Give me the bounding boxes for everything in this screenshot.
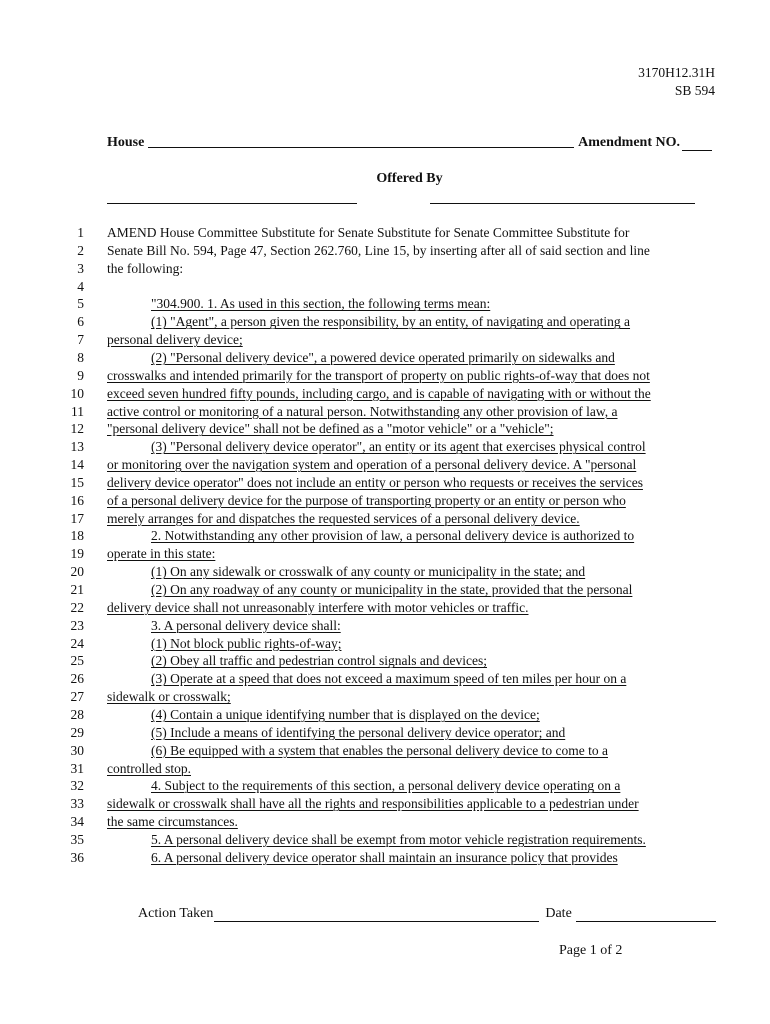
amendment-label: Amendment NO. [578, 135, 680, 150]
document-id [638, 64, 715, 100]
house-label: House [107, 135, 145, 150]
line-text: 4. Subject to the requirements of this section, a personal delivery device operating on a [151, 778, 621, 794]
line-number: 24 [70, 635, 84, 651]
offered-by-signature-line [107, 203, 357, 204]
line-text: controlled stop. [107, 760, 191, 776]
line-text: (3) Operate at a speed that does not exceed a maximum speed of ten miles per hour on a [151, 671, 627, 687]
line-text: (6) Be equipped with a system that enables the personal delivery device to come to a [151, 742, 608, 758]
line-text: 6. A personal delivery device operator shall maintain an insurance policy that provides [151, 849, 618, 865]
line-text: 5. A personal delivery device shall be exempt from motor vehicle registration requirements. [151, 831, 646, 847]
line-text: (2) Obey all traffic and pedestrian control signals and devices; [151, 653, 488, 669]
line-text: (1) Not block public rights-of-way; [151, 635, 342, 651]
line-text: the same circumstances. [107, 814, 238, 830]
line-text: (3) "Personal delivery device operator", an entity or its agent that exercises physical control [151, 439, 646, 455]
line-number: 29 [70, 724, 84, 740]
amendment-number-blank [682, 136, 712, 151]
line-number: 23 [70, 617, 84, 633]
line-text: 3. A personal delivery device shall: [151, 617, 341, 633]
line-number: 3 [77, 260, 84, 276]
line-number: 27 [70, 689, 84, 705]
line-text: (1) "Agent", a person given the responsibility, by an entity, of navigating and operating a [151, 314, 631, 330]
line-number: 5 [77, 296, 84, 312]
offered-by-label: Offered By [376, 171, 443, 186]
line-number: 35 [70, 831, 84, 847]
line-number: 21 [70, 582, 84, 597]
action-taken-blank [214, 907, 539, 922]
line-number: 20 [70, 564, 84, 580]
line-number: 25 [70, 653, 84, 669]
line-text: "personal delivery device" shall not be defined as a "motor vehicle" or a "vehicle"; [107, 421, 554, 437]
line-text: (5) Include a means of identifying the personal delivery device operator; and [151, 724, 566, 740]
line-number: 18 [70, 528, 84, 544]
line-number: 30 [70, 742, 84, 758]
line-number: 31 [70, 760, 84, 776]
line-text: (1) On any sidewalk or crosswalk of any county or municipality in the state; and [151, 564, 586, 580]
line-number: 10 [70, 385, 84, 401]
line-number: 22 [70, 599, 84, 615]
line-number: 4 [77, 278, 84, 294]
document-code: 3170H12.31H [638, 65, 715, 80]
line-number: 7 [77, 332, 84, 348]
line-text: (2) On any roadway of any county or municipality in the state, provided that the personal [151, 582, 633, 597]
line-number: 28 [70, 706, 84, 722]
line-text: the following: [107, 260, 184, 276]
line-text: or monitoring over the navigation system and operation of a personal delivery device. A "personal [107, 457, 637, 473]
line-number: 2 [77, 242, 84, 258]
line-number: 34 [70, 814, 84, 830]
page-number: Page 1 of 2 [559, 943, 623, 958]
action-taken-label: Action Taken [138, 906, 214, 921]
line-number: 1 [77, 225, 84, 240]
line-text: (4) Contain a unique identifying number that is displayed on the device; [151, 706, 540, 722]
line-number: 8 [77, 349, 84, 365]
line-number: 17 [70, 510, 84, 526]
line-number: 16 [70, 492, 84, 508]
line-number: 12 [70, 421, 84, 437]
line-number: 32 [70, 778, 84, 794]
line-text: Senate Bill No. 594, Page 47, Section 262.760, Line 15, by inserting after all of said section and line [107, 242, 650, 258]
line-text: active control or monitoring of a natural person. Notwithstanding any other provision of law, a [107, 403, 618, 419]
line-text: delivery device shall not unreasonably interfere with motor vehicles or traffic. [107, 599, 529, 615]
line-text: sidewalk or crosswalk; [107, 689, 231, 705]
line-number: 9 [77, 367, 84, 383]
line-number: 36 [70, 849, 84, 865]
line-text: "304.900. 1. As used in this section, the following terms mean: [151, 296, 491, 312]
bill-number: SB 594 [674, 83, 715, 98]
line-number: 33 [70, 796, 84, 812]
line-text: of a personal delivery device for the purpose of transporting property or an entity or person who [107, 492, 626, 508]
line-number: 15 [70, 474, 84, 490]
line-text: (2) "Personal delivery device", a powered device operated primarily on sidewalks and [151, 349, 615, 365]
date-blank [576, 907, 716, 922]
line-text: personal delivery device; [107, 332, 243, 348]
line-text: delivery device operator" does not include an entity or person who requests or receives the services [107, 474, 643, 490]
line-number: 11 [71, 403, 84, 419]
line-text: sidewalk or crosswalk shall have all the rights and responsibilities applicable to a pedestrian under [107, 796, 639, 812]
line-number: 13 [70, 439, 84, 455]
line-number: 6 [77, 314, 84, 330]
line-number: 26 [70, 671, 84, 687]
line-number: 14 [70, 457, 84, 473]
line-text: crosswalks and intended primarily for the transport of property on public rights-of-way that does not [107, 367, 650, 383]
date-label: Date [545, 906, 572, 921]
house-amendment-row [107, 135, 712, 151]
line-number: 19 [70, 546, 84, 562]
offered-by-district-line [430, 203, 695, 204]
house-blank-line [148, 146, 574, 148]
line-text: exceed seven hundred fifty pounds, including cargo, and is capable of navigating with or without the [107, 385, 651, 401]
line-text: 2. Notwithstanding any other provision of law, a personal delivery device is authorized to [151, 528, 635, 544]
line-text: merely arranges for and dispatches the requested services of a personal delivery device. [107, 510, 580, 526]
line-text: AMEND House Committee Substitute for Senate Substitute for Senate Committee Substitute for [107, 225, 630, 240]
action-taken-row [138, 906, 716, 922]
line-text: operate in this state: [107, 546, 216, 562]
